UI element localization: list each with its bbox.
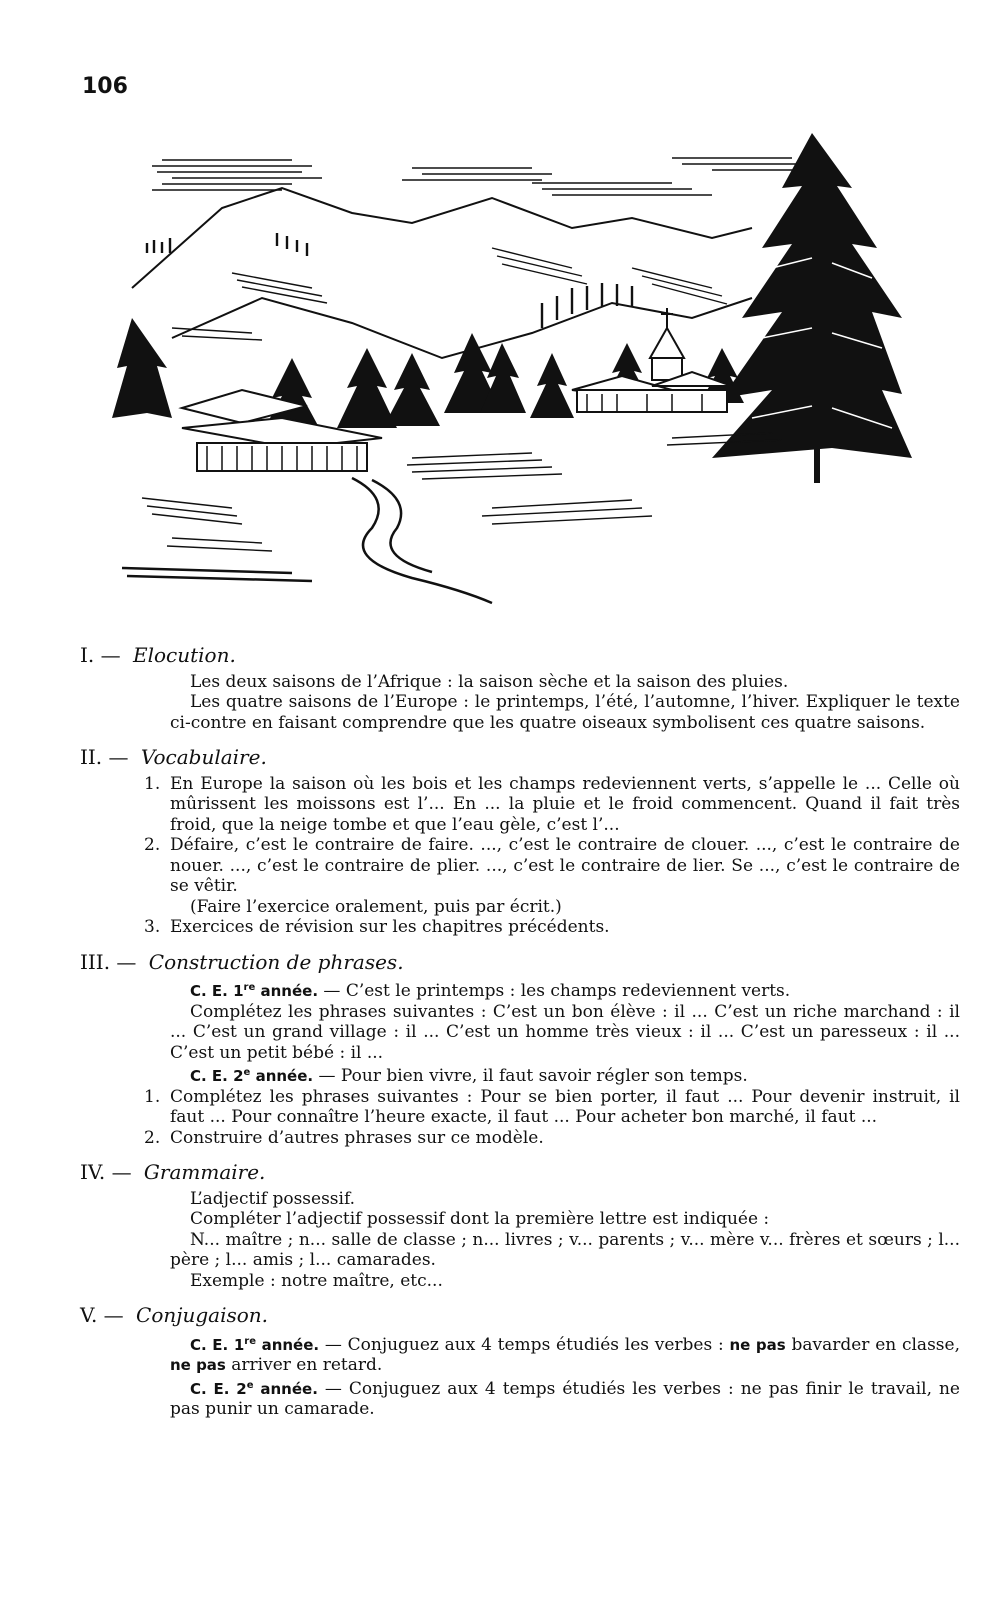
list-item: [144, 835, 960, 897]
paragraph: Les deux saisons de l’Afrique : la saison sèche et la saison des pluies.: [190, 671, 789, 692]
item-number: 2.: [144, 835, 161, 855]
section-name: Construction de phrases.: [148, 949, 404, 974]
section-title: [80, 1305, 960, 1326]
paragraph: Les quatre saisons de l’Europe : le printemps, l’été, l’automne, l’hiver. Expliquer le texte ci-contre en faisant comprendre que les quatre oiseaux symbolisent ces quatre saisons.: [170, 692, 960, 733]
page-number: 106: [82, 74, 128, 99]
item-text: En Europe la saison où les bois et les champs redeviennent verts, s’appelle le ... Celle où mûrissent les moissons est l’... En ... la pluie et le froid commencent. Quand il fait très froid, que la neige tombe et que l’eau gèle, c’est l’...: [170, 773, 960, 835]
level-label: C. E. 1re année.: [190, 1335, 320, 1354]
item-number: 1.: [144, 1086, 161, 1107]
section-elocution: [80, 645, 960, 733]
level-text: — C’est le printemps : les champs redeviennent verts.: [318, 981, 791, 1001]
bold-phrase: ne pas: [729, 1335, 786, 1354]
paragraph: L’adjectif possessif.: [190, 1188, 356, 1209]
section-name: Grammaire.: [143, 1160, 266, 1184]
section-number: IV. —: [80, 1160, 132, 1184]
item-text: Complétez les phrases suivantes : Pour se bien porter, il faut ... Pour devenir instruit, il faut ... Pour connaître l’heure exacte, il faut ... Pour acheter bon marché, il faut ...: [170, 1086, 960, 1127]
section-conjugaison: [80, 1305, 960, 1420]
list-item: (Faire l’exercice oralement, puis par écrit.): [190, 896, 562, 917]
section-name: Conjugaison.: [136, 1303, 269, 1327]
paragraph: Exemple : notre maître, etc...: [190, 1270, 443, 1291]
section-title: [80, 949, 960, 974]
list-item: [144, 1086, 960, 1128]
level-label: C. E. 1re année.: [190, 982, 319, 1000]
section-vocabulaire: [80, 747, 960, 938]
item-text: Exercices de révision sur les chapitres précédents.: [170, 917, 610, 937]
section-title: [80, 645, 960, 666]
level-line: [170, 1376, 960, 1420]
level-text: — Pour bien vivre, il faut savoir régler son temps.: [313, 1066, 748, 1086]
section-number: V. —: [80, 1303, 124, 1327]
winter-village-landscape-icon: [112, 128, 924, 610]
level-line: [170, 978, 960, 1002]
level-text: bavarder en classe,: [785, 1334, 960, 1355]
level-label: C. E. 2e année.: [190, 1379, 318, 1398]
item-text: Défaire, c’est le contraire de faire. ..., c’est le contraire de clouer. ..., c’est le contraire de nouer. ..., c’est le contraire de plier. ..., c’est le contraire de lier. Se ..., c’est le contraire de se vêtir.: [170, 835, 960, 896]
level-text: arriver en retard.: [225, 1355, 383, 1375]
item-text: Construire d’autres phrases sur ce modèle.: [170, 1127, 544, 1148]
section-grammaire: [80, 1162, 960, 1291]
section-number: III. —: [80, 949, 137, 974]
item-number: 1.: [144, 773, 161, 794]
level-line: [170, 1063, 960, 1087]
section-title: [80, 1162, 960, 1183]
list-item: [144, 773, 960, 836]
bold-phrase: ne pas: [170, 1356, 226, 1374]
list-item: [144, 917, 960, 938]
level-text: — Conjuguez aux 4 temps étudiés les verbes :: [319, 1334, 730, 1355]
item-number: 2.: [144, 1127, 161, 1148]
list-item: [144, 1127, 960, 1149]
paragraph: Compléter l’adjectif possessif dont la première lettre est indiquée :: [190, 1209, 770, 1229]
level-text: — Conjuguez aux 4 temps étudiés les verbes : ne pas finir le travail, ne pas punir un camarade.: [170, 1378, 960, 1419]
level-line: [170, 1332, 960, 1376]
section-title: [80, 747, 960, 768]
section-name: Elocution.: [132, 643, 236, 667]
level-label: C. E. 2e année.: [190, 1067, 314, 1085]
item-number: 3.: [144, 917, 161, 937]
section-number: II. —: [80, 745, 129, 769]
paragraph: Complétez les phrases suivantes : C’est un bon élève : il ... C’est un riche marchand : il ... C’est un grand village : il ... C’est un homme très vieux : il ... C’est un paresseux : il ... C’est un petit bébé : il ...: [170, 1001, 960, 1063]
section-number: I. —: [80, 643, 121, 667]
section-name: Vocabulaire.: [140, 745, 267, 769]
paragraph: N... maître ; n... salle de classe ; n... livres ; v... parents ; v... mère v... frères et sœurs ; l... père ; l... amis ; l... camarades.: [170, 1229, 960, 1270]
section-construction: [80, 949, 960, 1149]
